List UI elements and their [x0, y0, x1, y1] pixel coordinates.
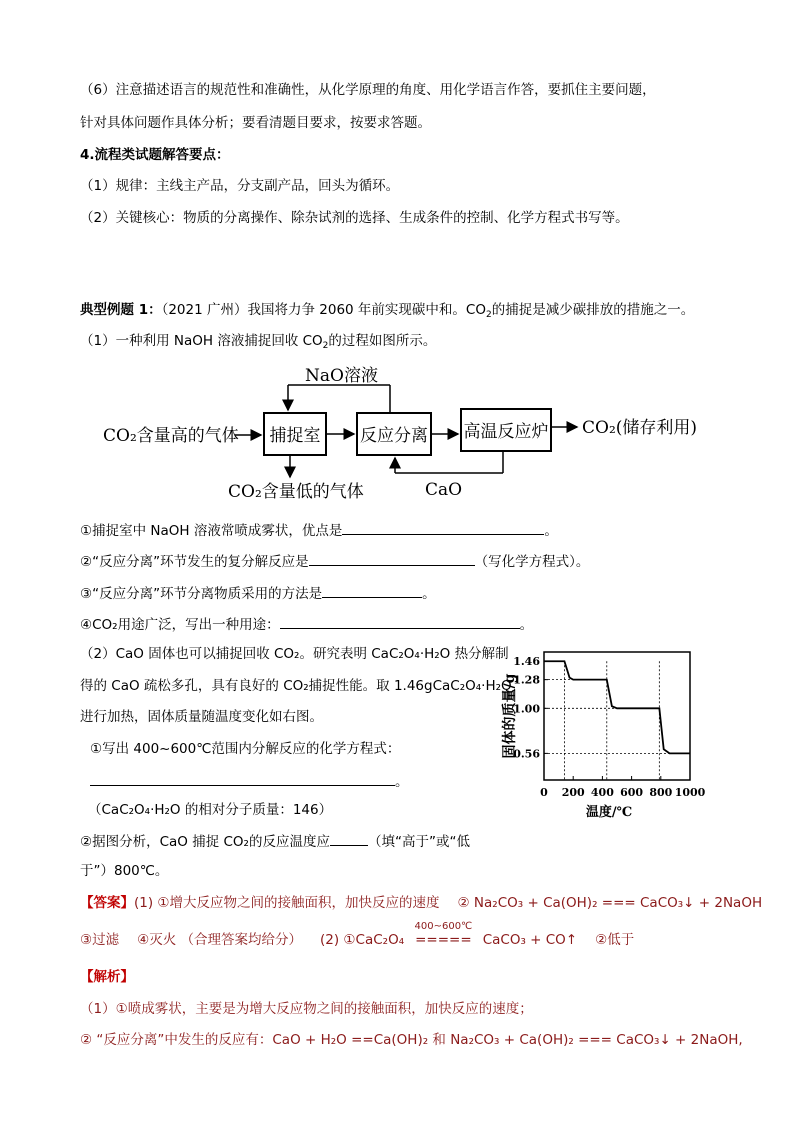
- example-label: 典型例题 1：: [80, 302, 162, 318]
- flow-top-label: NaO溶液: [305, 366, 378, 386]
- mass-temperature-chart: [500, 640, 720, 830]
- q2-1-blank-line: [90, 771, 409, 792]
- heading-4: 4.流程类试题解答要点：: [80, 147, 230, 163]
- q1-3-period: 。: [422, 586, 436, 602]
- q2-1: ①写出 400~600℃范围内分解反应的化学方程式：: [90, 741, 401, 757]
- q2-2-text-b: （填“高于”或“低: [367, 834, 470, 850]
- rule-1: （1）规律：主线主产品，分支副产品，回头为循环。: [80, 178, 400, 194]
- answer-3: ③过滤: [80, 932, 120, 948]
- chart-y-tick-label: 1.28: [513, 673, 540, 687]
- q1-2: [80, 551, 589, 572]
- answer-equals: =====: [415, 932, 472, 948]
- q1-2-tail: （写化学方程式）。: [474, 554, 590, 570]
- q1-1-period: 。: [544, 523, 558, 539]
- chart-x-tick-label: 400: [590, 786, 614, 799]
- chart-y-tick-label: 0.56: [513, 747, 540, 761]
- answer-2-2: ②低于: [595, 932, 635, 948]
- answer-line1: [80, 893, 762, 913]
- answer-blank-q1-4[interactable]: [280, 614, 520, 629]
- flow-diagram: [95, 355, 715, 505]
- q2-1-period: 。: [395, 774, 409, 790]
- q1-intro-sub: 2: [322, 341, 329, 351]
- example-intro-a: （2021 广州）我国将力争 2060 年前实现碳中和。CO: [161, 302, 486, 318]
- question-1-intro: [80, 331, 436, 356]
- chart-x-label: 温度/℃: [585, 805, 633, 820]
- flow-box3-label: 高温反应炉: [463, 422, 549, 442]
- answer-1: (1) ①增大反应物之间的接触面积，加快反应的速度: [134, 895, 440, 911]
- q1-3-text: ③“反应分离”环节分离物质采用的方法是: [80, 586, 323, 602]
- flow-bottom-label: CO₂含量低的气体: [228, 482, 364, 502]
- answer-blank-q2-2[interactable]: [330, 831, 368, 846]
- q1-intro-b: 的过程如图所示。: [328, 333, 437, 349]
- chart-x-tick-label: 1000: [674, 786, 706, 799]
- q2-line3: 进行加热，固体质量随温度变化如右图。: [80, 709, 323, 725]
- answer-blank-q1-2[interactable]: [309, 551, 475, 566]
- answer-blank-q2-1[interactable]: [90, 771, 395, 786]
- q1-3: [80, 583, 436, 604]
- flow-box2-label: 反应分离: [360, 426, 428, 446]
- example-intro: [80, 300, 694, 325]
- analysis-line2: ② “反应分离”中发生的反应有：CaO + H₂O ==Ca(OH)₂ 和 Na₂CO₃ + Ca(OH)₂ === CaCO₃↓ + 2NaOH,: [80, 1032, 743, 1048]
- chart-x-tick-label: 600: [620, 786, 644, 799]
- chart-series-line: [544, 661, 690, 753]
- flow-box1-label: 捕捉室: [269, 426, 321, 446]
- answer-blank-q1-3[interactable]: [322, 583, 422, 598]
- answer-2-1b: CaCO₃ + CO↑: [482, 932, 578, 948]
- q2-2-cont: 于”）800℃。: [80, 863, 169, 879]
- q2-line2: 得的 CaO 疏松多孔，具有良好的 CO₂捕捉性能。取 1.46gCaC₂O₄·H₂O: [80, 678, 512, 694]
- q2-note: （CaC₂O₄·H₂O 的相对分子质量：146）: [88, 802, 333, 818]
- analysis-label: 【解析】: [80, 969, 134, 985]
- answer-line2: [80, 921, 635, 950]
- answer-blank-q1-1[interactable]: [342, 520, 544, 535]
- answer-1-eq: ② Na₂CO₃ + Ca(OH)₂ === CaCO₃↓ + 2NaOH: [457, 895, 763, 911]
- q1-1-text: ①捕捉室中 NaOH 溶液常喷成雾状，优点是: [80, 523, 343, 539]
- q2-2: [80, 831, 470, 852]
- flow-output-label: CO₂(储存利用): [582, 418, 698, 438]
- q1-intro-a: （1）一种利用 NaOH 溶液捕捉回收 CO: [80, 333, 323, 349]
- rule-2: （2）关键核心：物质的分离操作、除杂试剂的选择、生成条件的控制、化学方程式书写等。: [80, 210, 629, 226]
- item6-line2: 针对具体问题作具体分析；要看清题目要求，按要求答题。: [80, 115, 431, 131]
- analysis-line1: （1）①喷成雾状，主要是为增大反应物之间的接触面积，加快反应的速度；: [80, 1001, 533, 1017]
- answer-4: ④灭火 （合理答案均给分）: [137, 932, 303, 948]
- chart-y-tick-label: 1.00: [513, 702, 540, 716]
- q1-1: [80, 520, 558, 541]
- chart-y-label: 固体的质量/g: [502, 673, 518, 759]
- chart-x-tick-label: 800: [649, 786, 673, 799]
- flow-input-label: CO₂含量高的气体: [103, 426, 239, 446]
- flow-recycle-label: CaO: [425, 480, 463, 500]
- q1-4-period: 。: [519, 617, 534, 633]
- answer-condition: 400~600℃: [414, 921, 473, 932]
- q2-line1: （2）CaO 固体也可以捕捉回收 CO₂。研究表明 CaC₂O₄·H₂O 热分解制: [80, 646, 509, 662]
- q1-2-text: ②“反应分离”环节发生的复分解反应是: [80, 554, 309, 570]
- q1-4-text: ④CO₂用途广泛，写出一种用途：: [80, 617, 280, 633]
- chart-x-tick-label: 200: [561, 786, 585, 799]
- chart-frame: [544, 652, 690, 780]
- answer-label: 【答案】: [80, 895, 134, 911]
- q2-2-text: ②据图分析，CaO 捕捉 CO₂的反应温度应: [80, 834, 330, 850]
- chart-y-tick-label: 1.46: [513, 655, 540, 669]
- item6-line1: （6）注意描述语言的规范性和准确性，从化学原理的角度、用化学语言作答，要抓住主要问题，: [80, 82, 656, 98]
- chart-x-tick-label: 0: [540, 786, 548, 799]
- answer-2-1a: (2) ①CaC₂O₄: [320, 932, 405, 948]
- example-intro-sub: 2: [485, 310, 492, 320]
- q1-4: [80, 614, 533, 635]
- example-intro-b: 的捕捉是减少碳排放的措施之一。: [491, 302, 695, 318]
